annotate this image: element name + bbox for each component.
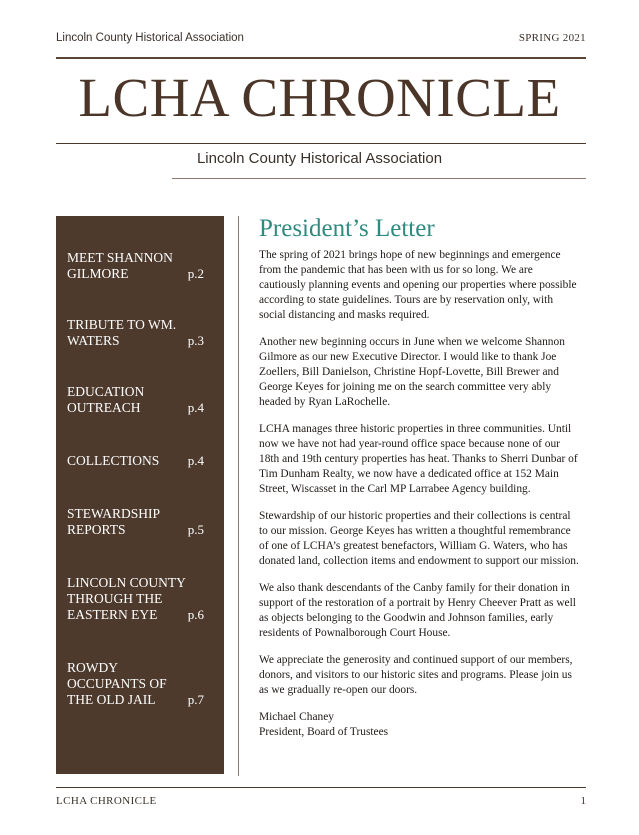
toc-item[interactable] <box>67 506 204 538</box>
signature-title: President, Board of Trustees <box>259 726 389 738</box>
article-paragraph: Another new beginning occurs in June when we welcome Shannon Gilmore as our new Executive Director. I would like to thank Joe Zoellers, Bill Danielson, Christine Hopf-Lovette, Bill Brewer and George Keyes for joining me on the search committee very ably headed by Ryan LaRochelle. <box>259 336 565 408</box>
footer-page-number: 1 <box>580 795 586 807</box>
top-org-name: Lincoln County Historical Association <box>56 32 244 44</box>
toc-item-title: TRIBUTE TO WM. WATERS <box>67 317 177 348</box>
article-paragraph: We also thank descendants of the Canby family for their donation in support of the restoration of a portrait by Henry Cheever Pratt as well as objects belonging to the Goodwin and Johnson families, early residents of Pownalborough Court House. <box>259 582 576 639</box>
toc-item-page: p.7 <box>187 692 204 707</box>
toc-item-page: p.2 <box>187 266 204 281</box>
toc-item-page: p.6 <box>187 607 204 622</box>
signature-name: Michael Chaney <box>259 711 334 723</box>
toc-item-title: STEWARDSHIP REPORTS <box>67 506 160 537</box>
article-paragraph: The spring of 2021 brings hope of new beginnings and emergence from the pandemic that has been with us for so long. We are cautiously planning events and opening our properties where possible according to state guidelines. Tours are by reservation only, with social distancing and masks required. <box>259 249 577 321</box>
presidents-letter-article <box>259 214 581 740</box>
toc-item-title: COLLECTIONS <box>67 453 160 468</box>
column-divider <box>238 216 239 776</box>
top-rule <box>56 57 586 59</box>
toc-item[interactable] <box>67 453 204 469</box>
toc-item-title: MEET SHANNON GILMORE <box>67 250 173 281</box>
article-paragraph: Stewardship of our historic properties and their collections is central to our mission. George Keyes has written a thoughtful remembrance of one of LCHA’s greatest benefactors, William G. Waters, who has donated land, collection items and endowment to support our mission. <box>259 510 579 567</box>
toc-item-title: EDUCATION OUTREACH <box>67 384 145 415</box>
masthead-subtitle: Lincoln County Historical Association <box>196 150 443 167</box>
article-paragraph: We appreciate the generosity and continued support of our members, donors, and visitors to our historic sites and programs. Please join us as we gradually re-open our doors. <box>259 654 573 696</box>
top-season: SPRING 2021 <box>518 32 586 44</box>
toc-item-title: LINCOLN COUNTY THROUGH THE EASTERN EYE <box>67 575 186 622</box>
toc-item-page: p.4 <box>187 453 204 468</box>
masthead-title: LCHA CHRONICLE <box>78 67 561 128</box>
toc-item[interactable] <box>67 250 204 282</box>
subtitle-rule <box>172 178 586 179</box>
masthead-rule <box>56 143 586 144</box>
table-of-contents-sidebar <box>56 216 224 774</box>
toc-item-page: p.5 <box>187 522 204 537</box>
article-headline: President’s Letter <box>259 215 435 242</box>
toc-item[interactable] <box>67 660 204 708</box>
footer-rule <box>56 787 586 788</box>
toc-item-title: ROWDY OCCUPANTS OF THE OLD JAIL <box>67 660 167 707</box>
toc-item-page: p.4 <box>187 400 204 415</box>
footer-title: LCHA CHRONICLE <box>56 795 157 807</box>
toc-item[interactable] <box>67 317 204 349</box>
toc-item[interactable] <box>67 575 204 623</box>
toc-item[interactable] <box>67 384 204 416</box>
article-paragraph: LCHA manages three historic properties in three communities. Until now we have not had year-round office space because none of our 18th and 19th century properties has heat. Thanks to Sherri Dunbar of Tim Dunham Realty, we now have a dedicated office at 152 Main Street, Wiscasset in the Carl MP Larrabee Agency building. <box>259 423 578 495</box>
toc-item-page: p.3 <box>187 333 204 348</box>
